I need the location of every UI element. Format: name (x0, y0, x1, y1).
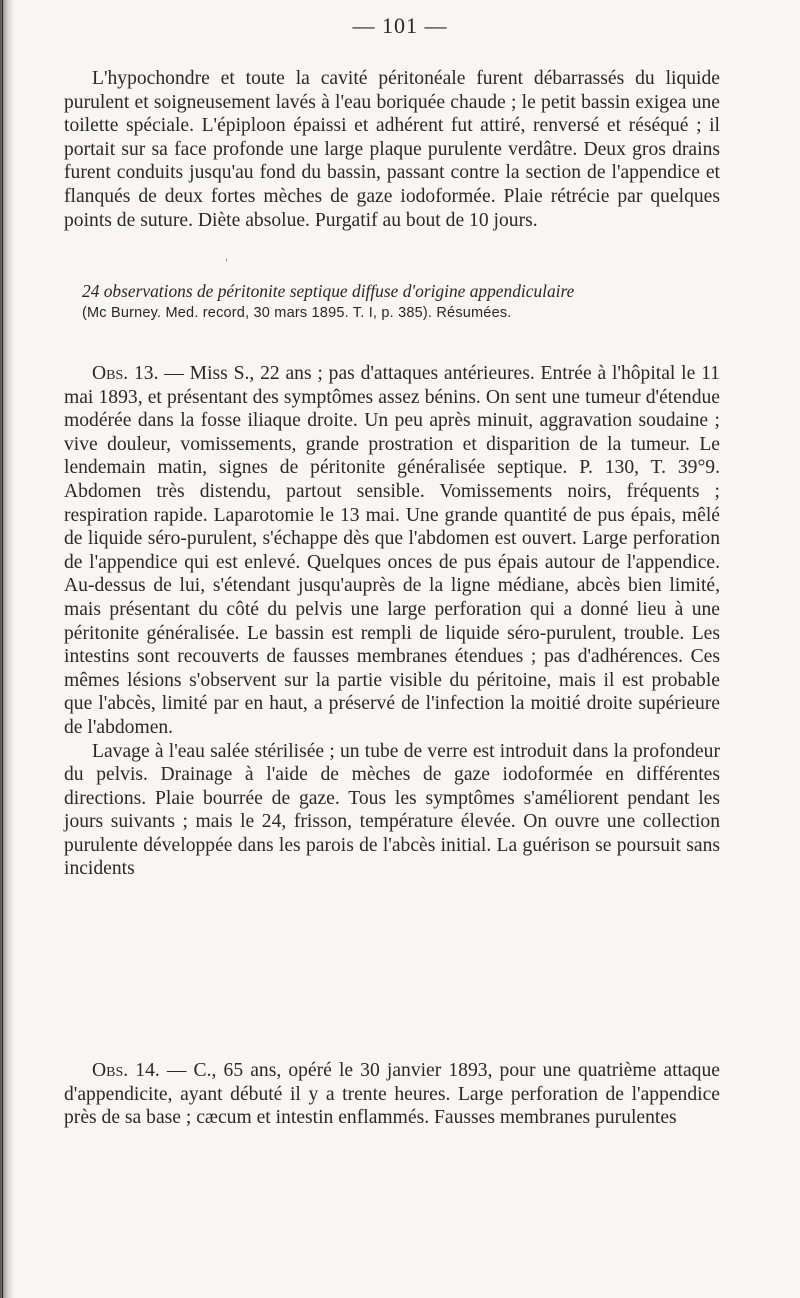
observation-13-paragraph-2: Lavage à l'eau salée stérilisée ; un tube de verre est introduit dans la profondeur du pelvis. Drainage à l'aide de mèches de gaze iodoformée en différentes directions. Plaie bourrée de gaze. Tous les symptômes s'améliorent pendant les jours suivants ; mais le 24, frisson, température élevée. On ouvre une collection purulente développée dans les parois de l'abcès initial. La guérison se poursuit sans incidents (64, 740, 720, 880)
section-heading (64, 280, 720, 324)
observation-14 (64, 1059, 720, 1130)
intro-paragraph-block (64, 67, 720, 232)
observation-14-paragraph-1 (64, 1059, 720, 1130)
page-number: — 101 — (352, 13, 448, 38)
section-heading-reference: (Mc Burney. Med. record, 30 mars 1895. T. I, p. 385). Résumées. (82, 305, 512, 321)
binding-line (2, 0, 3, 1298)
observation-13 (64, 362, 720, 881)
observation-14-label: Obs. 14. (92, 1060, 160, 1081)
stray-print-mark: ' (225, 258, 228, 269)
section-heading-title: 24 observations de péritonite septique diffuse d'origine appendiculaire (82, 281, 575, 301)
observation-14-text-1: — C., 65 ans, opéré le 30 janvier 1893, pour une quatrième attaque d'appendicite, ayant débuté il y a trente heures. Large perforation de l'appendice près de sa base ; cæcum et intestin enflammés. Fausses membranes purulentes (64, 1060, 720, 1129)
observation-13-text-1: — Miss S., 22 ans ; pas d'attaques antérieures. Entrée à l'hôpital le 11 mai 1893, et présentant des symptômes assez bénins. On sent une tumeur d'étendue modérée dans la fosse iliaque droite. Un peu après minuit, aggravation soudaine ; vive douleur, vomissements, grande prostration et disparition de la tumeur. Le lendemain matin, signes de péritonite généralisée septique. P. 130, T. 39°9. Abdomen très distendu, partout sensible. Vomissements noirs, fréquents ; respiration rapide. Laparotomie le 13 mai. Une grande quantité de pus épais, mêlé de liquide séro-purulent, s'échappe dès que l'abdomen est ouvert. Large perforation de l'appendice qui est enlevé. Quelques onces de pus épais autour de l'appendice. Au-dessus de lui, s'étendant jusqu'auprès de la ligne médiane, abcès bien limité, mais présentant du côté du pelvis une large perforation qui a donné lieu à une péritonite généralisée. Le bassin est rempli de liquide séro-purulent, trouble. Les intestins sont recouverts de fausses membranes étendues ; pas d'adhérences. Ces mêmes lésions s'observent sur la partie visible du péritoine, mais il est probable que l'abcès, limité par en haut, a préservé de l'infection la moitié droite supérieure de l'abdomen. (64, 363, 720, 738)
intro-paragraph: L'hypochondre et toute la cavité péritonéale furent débarrassés du liquide purulent et soigneusement lavés à l'eau boriquée chaude ; le petit bassin exigea une toilette spéciale. L'épiploon épaissi et adhérent fut attiré, renversé et réséqué ; il portait sur sa face profonde une large plaque purulente verdâtre. Deux gros drains furent conduits jusqu'au fond du bassin, passant contre la section de l'appendice et flanqués de deux fortes mèches de gaze iodoformée. Plaie rétrécie par quelques points de suture. Diète absolue. Purgatif au bout de 10 jours. (64, 68, 720, 231)
observation-13-label: Obs. 13. (92, 363, 159, 384)
observation-13-paragraph-1 (64, 362, 720, 740)
